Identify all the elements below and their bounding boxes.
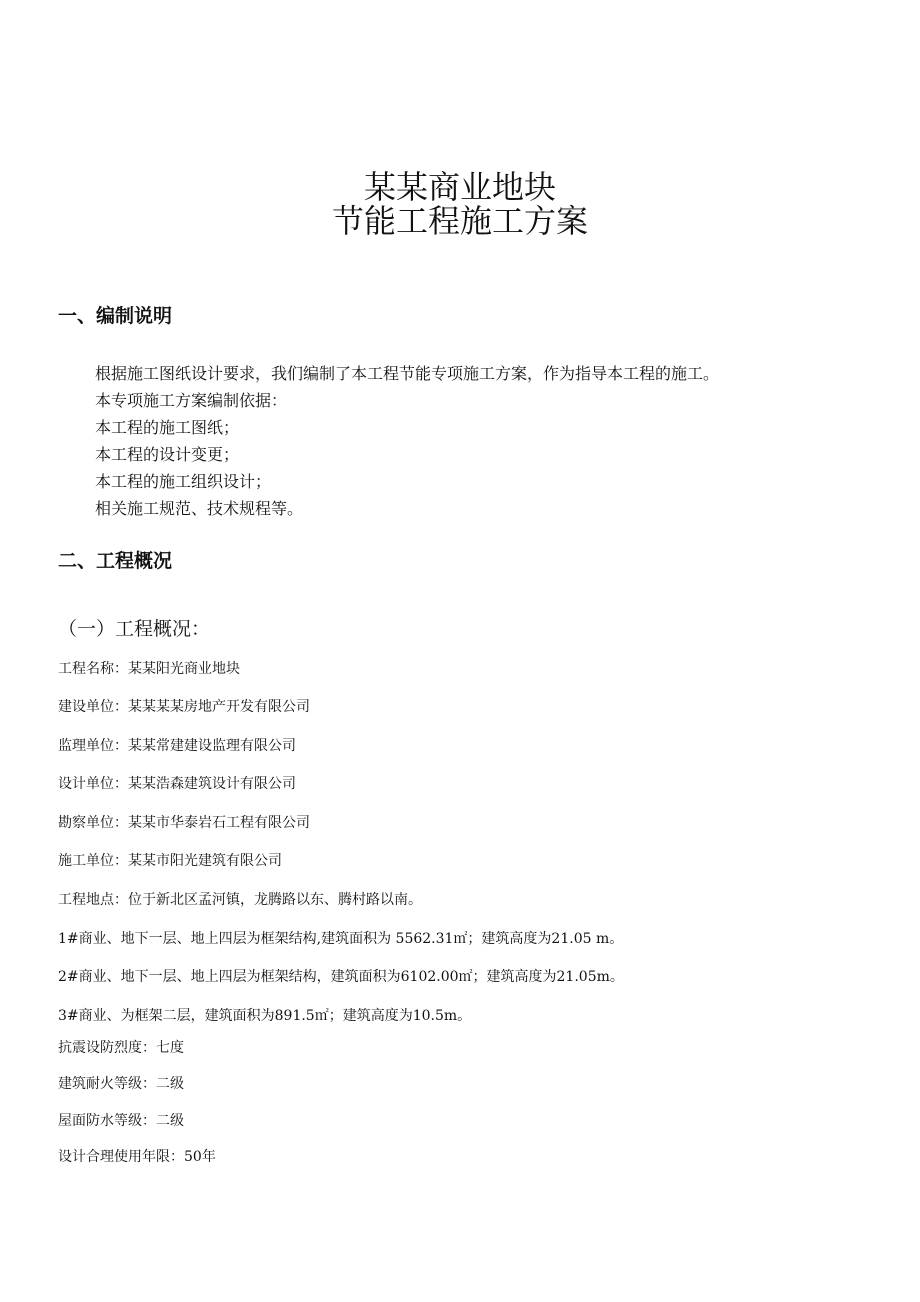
info-line-location: 工程地点：位于新北区孟河镇，龙腾路以东、腾村路以南。 bbox=[58, 892, 422, 908]
info-line-project-name: 工程名称：某某阳光商业地块 bbox=[58, 661, 240, 677]
paragraph-line: 本工程的施工组织设计； bbox=[95, 472, 272, 491]
info-line-seismic: 抗震设防烈度：七度 bbox=[58, 1040, 184, 1056]
paragraph-line: 相关施工规范、技术规程等。 bbox=[95, 499, 304, 518]
info-line-designer: 设计单位：某某浩森建筑设计有限公司 bbox=[58, 776, 296, 792]
section-heading-compilation: 一、编制说明 bbox=[58, 305, 173, 327]
subsection-heading-overview: （一）工程概况： bbox=[58, 618, 211, 640]
info-line-contractor: 施工单位：某某市阳光建筑有限公司 bbox=[58, 853, 282, 869]
info-line-building-1: 1#商业、地下一层、地上四层为框架结构,建筑面积为 5562.31㎡；建筑高度为21.05 m。 bbox=[58, 931, 624, 947]
info-line-surveyor: 勘察单位：某某市华泰岩石工程有限公司 bbox=[58, 815, 310, 831]
paragraph-line: 本专项施工方案编制依据： bbox=[95, 391, 288, 410]
paragraph-line: 根据施工图纸设计要求，我们编制了本工程节能专项施工方案，作为指导本工程的施工。 bbox=[95, 364, 720, 383]
document-title bbox=[0, 170, 920, 238]
paragraph-line: 本工程的设计变更； bbox=[95, 445, 240, 464]
title-line-1: 某某商业地块 bbox=[363, 168, 556, 206]
info-line-developer: 建设单位：某某某某房地产开发有限公司 bbox=[58, 699, 310, 715]
info-line-supervisor: 监理单位：某某常建建设监理有限公司 bbox=[58, 738, 296, 754]
info-line-building-2: 2#商业、地下一层、地上四层为框架结构，建筑面积为6102.00㎡；建筑高度为21.05m。 bbox=[58, 969, 624, 985]
info-line-waterproof: 屋面防水等级：二级 bbox=[58, 1113, 184, 1129]
paragraph-line: 本工程的施工图纸； bbox=[95, 418, 240, 437]
info-line-building-3: 3#商业、为框架二层，建筑面积为891.5㎡；建筑高度为10.5m。 bbox=[58, 1008, 472, 1024]
compilation-paragraphs bbox=[95, 360, 719, 522]
info-line-service-life: 设计合理使用年限：50年 bbox=[58, 1149, 216, 1165]
section-heading-overview: 二、工程概况 bbox=[58, 550, 173, 572]
info-line-fire-rating: 建筑耐火等级：二级 bbox=[58, 1076, 184, 1092]
title-line-2: 节能工程施工方案 bbox=[331, 202, 588, 240]
